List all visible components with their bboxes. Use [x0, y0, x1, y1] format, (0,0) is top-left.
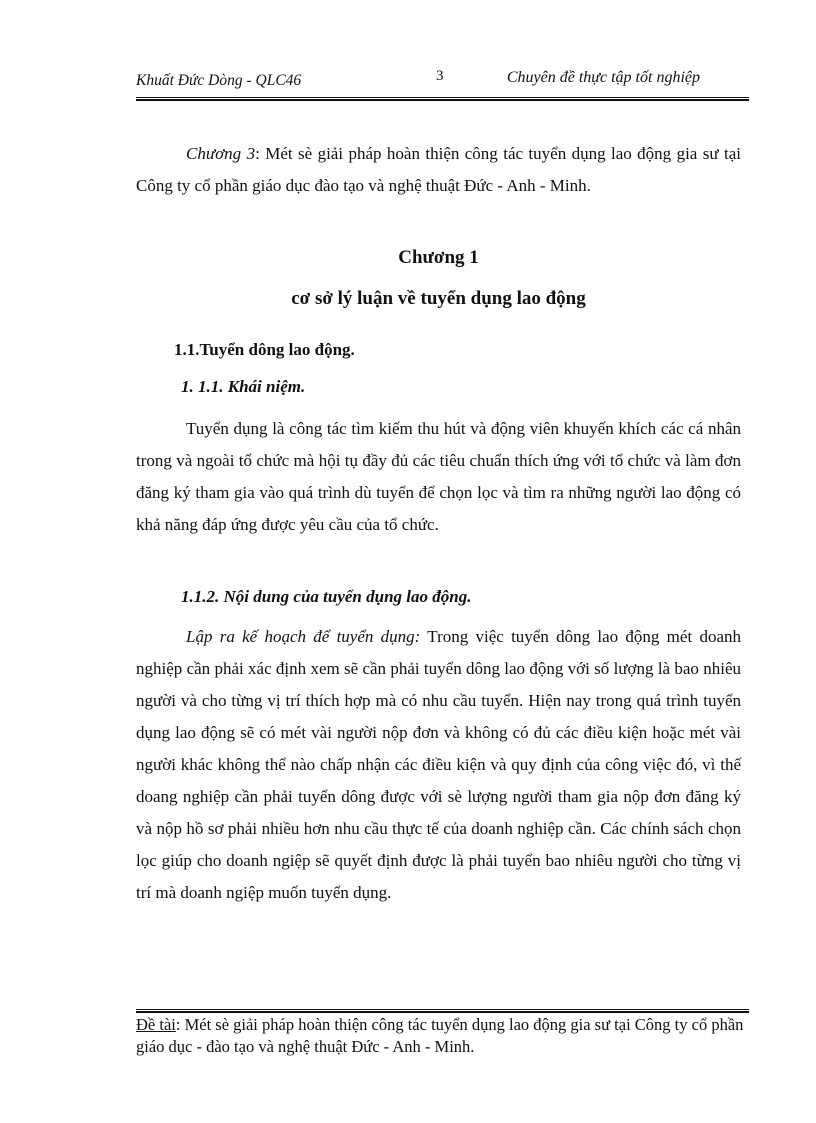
footer-rule — [136, 1009, 749, 1013]
section-1-1-1-heading: 1. 1.1. Khái niệm. — [181, 377, 306, 396]
chapter-3-reference: Chương 3 — [186, 144, 256, 163]
intro-text: : Mét sè giải pháp hoàn thiện công tác tuyển dụng lao động gia sư tại Công ty cổ phần giáo dục đào tạo và nghệ thuật Đức - Anh - Minh. — [136, 144, 741, 195]
header-author: Khuất Đức Dòng - QLC46 — [136, 72, 302, 89]
header-rule — [136, 97, 749, 101]
chapter-number: Chương 1 — [398, 247, 479, 268]
page-footer — [136, 1014, 756, 1058]
section-1-1-2-heading: 1.1.2. Nội dung của tuyển dụng lao động. — [181, 587, 472, 606]
content-text: Trong việc tuyển dông lao động mét doanh nghiệp cần phải xác định xem sẽ cần phải tuyển dông lao động với số lượng là bao nhiêu người và cho từng vị trí thích hợp mà có nhu cầu tuyển. Hiện nay trong quá trình tuyển dụng lao động sẽ có mét vài người nộp đơn và không có đủ các điều kiện hoặc mét vài người khác không thể nào chấp nhận các điều kiện và quy định của công việc đó, vì thế doang nghiệp cần phải tuyển dông được với sè lượng người tham gia nộp đơn đăng ký và nộp hồ sơ phải nhiều hơn nhu cầu thực tế của doanh nghiệp cần. Các chính sách chọn lọc giúp cho doanh ngiệp sẽ quyết định được là phải tuyển bao nhiêu người cho từng vị trí mà doanh ngiệp muốn tuyển dụng. — [136, 627, 741, 902]
definition-paragraph: Tuyển dụng là công tác tìm kiếm thu hút và động viên khuyến khích các cá nhân trong và ngoài tổ chức mà hội tụ đầy đủ các tiêu chuẩn thích ứng với tổ chức và làm đơn đăng ký tham gia vào quá trình dù tuyển để chọn lọc và tìm ra những người lao động có khả năng đáp ứng được yêu cầu của tổ chức. — [136, 419, 741, 534]
section-1-1-heading: 1.1.Tuyển dông lao động. — [174, 340, 355, 359]
page-header — [136, 66, 749, 96]
footer-text: : Mét sè giải pháp hoàn thiện công tác tuyển dụng lao động gia sư tại Công ty cổ phần giáo dục - đào tạo và nghệ thuật Đức - Anh - Minh. — [136, 1015, 744, 1056]
intro-paragraph — [136, 138, 741, 202]
page-number: 3 — [436, 68, 444, 84]
content-paragraph — [136, 621, 741, 909]
chapter-title: cơ sở lý luận về tuyển dụng lao động — [291, 288, 586, 309]
planning-lead: Lập ra kế hoạch để tuyển dụng: — [186, 627, 421, 646]
header-subject: Chuyên đề thực tập tốt nghiệp — [506, 69, 700, 86]
footer-label: Đề tài — [136, 1015, 176, 1034]
